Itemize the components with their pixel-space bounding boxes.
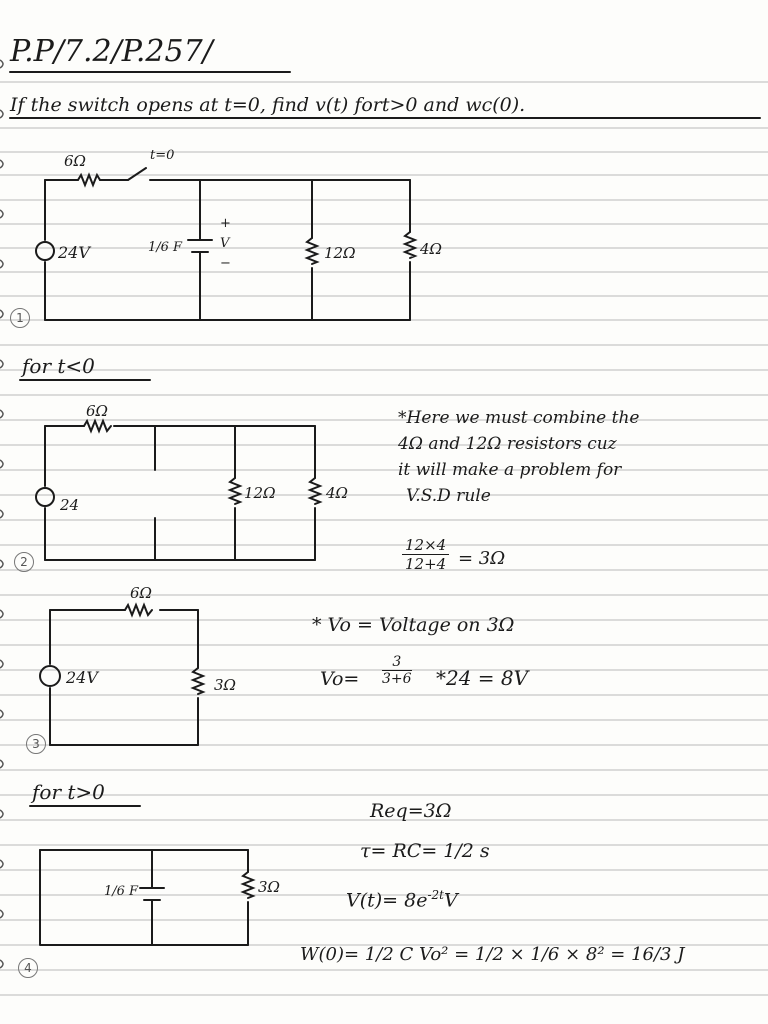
result-energy: W(0)= 1/2 C Vo² = 1/2 × 1/6 × 8² = 16/3 J — [300, 944, 685, 965]
note-line-4: V.S.D rule — [406, 486, 491, 506]
circuit-4-wires — [40, 850, 253, 945]
combine-result: = 3Ω — [458, 548, 506, 569]
combine-numerator: 12×4 — [402, 536, 449, 555]
c1-r-source-label: 6Ω — [64, 152, 86, 170]
vo-calc-suffix: *24 = 8V — [436, 666, 529, 690]
circuit-2-wires — [36, 421, 320, 560]
problem-reference: P.P/7.2/P.257/ — [10, 34, 213, 69]
step-1-marker: 1 — [10, 308, 30, 328]
c3-r-source-label: 6Ω — [130, 584, 152, 602]
c3-source-label: 24V — [66, 668, 98, 687]
c1-source-label: 24V — [58, 243, 90, 262]
vo-denominator: 3+6 — [382, 671, 412, 687]
result-vt-unit: V — [444, 889, 458, 912]
circuit-3-wires — [40, 605, 203, 745]
result-vt-base: V(t)= 8e — [346, 889, 428, 912]
c1-switch-label: t=0 — [150, 148, 175, 163]
note-line-3: it will make a problem for — [398, 460, 622, 480]
c2-r3-label: 4Ω — [326, 484, 348, 502]
step-4-marker: 4 — [18, 958, 38, 978]
c1-r3-label: 4Ω — [420, 240, 442, 258]
c2-source-label: 24 — [60, 496, 80, 514]
c3-req-label: 3Ω — [214, 676, 236, 694]
section-after-title: for t>0 — [32, 780, 105, 804]
c4-cap-label: 1/6 F — [104, 884, 139, 899]
c1-cap-minus: − — [220, 256, 231, 271]
c1-cap-label: 1/6 F — [148, 240, 183, 255]
vo-numerator: 3 — [382, 654, 412, 671]
c1-cap-plus: + — [220, 216, 231, 231]
result-req: Req=3Ω — [370, 800, 452, 822]
c4-r-label: 3Ω — [258, 878, 280, 896]
step-2-marker: 2 — [14, 552, 34, 572]
problem-statement: If the switch opens at t=0, find v(t) fort>0 and wc(0). — [10, 94, 526, 116]
result-vt-exponent: -2t — [427, 888, 444, 902]
result-tau: τ= RC= 1/2 s — [360, 840, 490, 862]
result-vt — [346, 888, 458, 911]
c1-r2-label: 12Ω — [324, 244, 356, 262]
note-line-1: *Here we must combine the — [398, 408, 640, 428]
vo-calc-prefix: Vo= — [320, 668, 360, 690]
section-before-title: for t<0 — [22, 354, 95, 378]
combine-denominator: 12+4 — [405, 555, 447, 573]
step-3-marker: 3 — [26, 734, 46, 754]
vo-definition: * Vo = Voltage on 3Ω — [312, 614, 515, 636]
note-line-2: 4Ω and 12Ω resistors cuz — [398, 434, 617, 454]
c2-r-source-label: 6Ω — [86, 402, 108, 420]
vo-fraction — [382, 654, 412, 687]
combine-fraction — [402, 536, 449, 573]
c2-r2-label: 12Ω — [244, 484, 276, 502]
c1-cap-v: V — [220, 236, 230, 251]
